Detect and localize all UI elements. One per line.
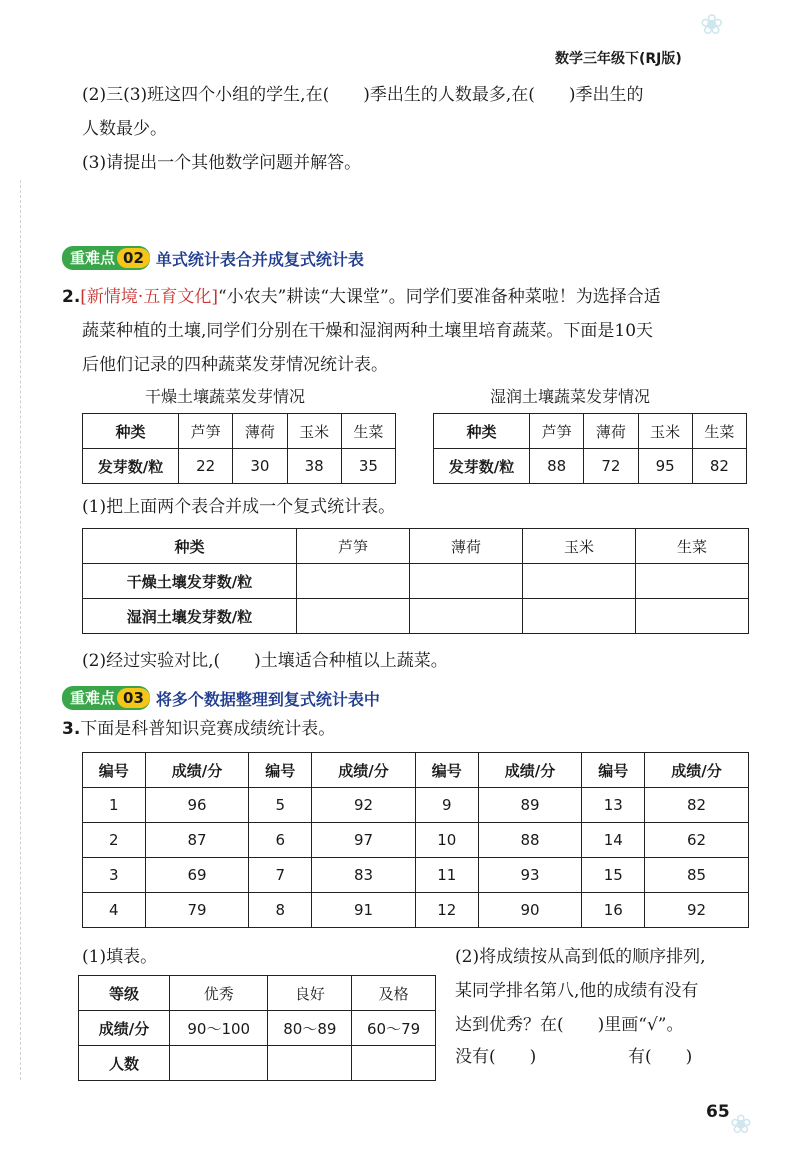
table-head-label: 种类 bbox=[83, 414, 179, 449]
category-cell: 玉米 bbox=[523, 529, 636, 564]
col-score: 成绩/分 bbox=[645, 753, 749, 788]
table-row bbox=[83, 823, 749, 858]
q1-part3: (3)请提出一个其他数学问题并解答。 bbox=[82, 153, 362, 173]
id-cell: 3 bbox=[83, 858, 146, 893]
option-no[interactable]: 没有( ) bbox=[455, 1047, 537, 1067]
col-id: 编号 bbox=[83, 753, 146, 788]
wet-soil-table bbox=[433, 413, 747, 484]
corner-decoration-icon: ❀ bbox=[700, 8, 724, 41]
key-point-badge: 重难点 03 bbox=[62, 686, 150, 710]
table-row bbox=[83, 788, 749, 823]
id-cell: 8 bbox=[249, 893, 312, 928]
q2-part1: (1)把上面两个表合并成一个复式统计表。 bbox=[82, 497, 396, 517]
combined-table bbox=[82, 528, 749, 634]
score-cell: 90 bbox=[478, 893, 582, 928]
table-row-label: 湿润土壤发芽数/粒 bbox=[83, 599, 297, 634]
category-cell: 芦笋 bbox=[179, 414, 233, 449]
col-id: 编号 bbox=[249, 753, 312, 788]
grade-table bbox=[78, 975, 436, 1081]
q3-intro-line bbox=[62, 718, 335, 740]
answer-cell[interactable] bbox=[523, 564, 636, 599]
answer-cell[interactable] bbox=[523, 599, 636, 634]
answer-cell[interactable] bbox=[410, 599, 523, 634]
category-cell: 薄荷 bbox=[584, 414, 638, 449]
id-cell: 14 bbox=[582, 823, 645, 858]
id-cell: 6 bbox=[249, 823, 312, 858]
score-cell: 89 bbox=[478, 788, 582, 823]
col-score: 成绩/分 bbox=[312, 753, 416, 788]
q3-part2-line3: 达到优秀？在( )里画“√”。 bbox=[455, 1015, 684, 1035]
id-cell: 10 bbox=[415, 823, 478, 858]
q2-part2: (2)经过实验对比,( )土壤适合种植以上蔬菜。 bbox=[82, 651, 448, 671]
category-cell: 薄荷 bbox=[233, 414, 287, 449]
q1-part2-line2: 人数最少。 bbox=[82, 119, 167, 139]
category-cell: 薄荷 bbox=[410, 529, 523, 564]
category-cell: 生菜 bbox=[636, 529, 749, 564]
section-title: 单式统计表合并成复式统计表 bbox=[155, 249, 364, 269]
level-cell: 及格 bbox=[352, 976, 436, 1011]
id-cell: 13 bbox=[582, 788, 645, 823]
key-point-number: 03 bbox=[117, 688, 150, 708]
id-cell: 16 bbox=[582, 893, 645, 928]
q2-line1 bbox=[62, 286, 661, 308]
score-cell: 92 bbox=[312, 788, 416, 823]
answer-cell[interactable] bbox=[297, 564, 410, 599]
q3-part2-line1: (2)将成绩按从高到低的顺序排列, bbox=[455, 947, 706, 967]
value-cell: 22 bbox=[179, 449, 233, 484]
score-cell: 91 bbox=[312, 893, 416, 928]
col-id: 编号 bbox=[582, 753, 645, 788]
id-cell: 4 bbox=[83, 893, 146, 928]
corner-decoration-icon: ❀ bbox=[730, 1110, 752, 1140]
level-cell: 良好 bbox=[268, 976, 352, 1011]
table-row-label: 干燥土壤发芽数/粒 bbox=[83, 564, 297, 599]
answer-cell[interactable] bbox=[410, 564, 523, 599]
score-cell: 82 bbox=[645, 788, 749, 823]
category-cell: 芦笋 bbox=[530, 414, 584, 449]
table-head-label: 种类 bbox=[434, 414, 530, 449]
id-cell: 9 bbox=[415, 788, 478, 823]
table-row-label: 发芽数/粒 bbox=[434, 449, 530, 484]
answer-cell[interactable] bbox=[636, 564, 749, 599]
category-cell: 玉米 bbox=[638, 414, 692, 449]
score-cell: 93 bbox=[478, 858, 582, 893]
score-cell: 62 bbox=[645, 823, 749, 858]
score-cell: 83 bbox=[312, 858, 416, 893]
table-row bbox=[83, 893, 749, 928]
question-number: 3. bbox=[62, 719, 81, 739]
context-tag: [新情境·五育文化] bbox=[80, 287, 218, 307]
range-cell: 60～79 bbox=[352, 1011, 436, 1046]
q3-intro: 下面是科普知识竞赛成绩统计表。 bbox=[80, 719, 336, 739]
id-cell: 12 bbox=[415, 893, 478, 928]
book-title: 数学三年级下(RJ版) bbox=[555, 51, 682, 67]
score-cell: 88 bbox=[478, 823, 582, 858]
table-row-label: 发芽数/粒 bbox=[83, 449, 179, 484]
id-cell: 7 bbox=[249, 858, 312, 893]
score-cell: 85 bbox=[645, 858, 749, 893]
col-score: 成绩/分 bbox=[478, 753, 582, 788]
range-cell: 80～89 bbox=[268, 1011, 352, 1046]
q2-line3: 后他们记录的四种蔬菜发芽情况统计表。 bbox=[82, 355, 388, 375]
dry-table-title: 干燥土壤蔬菜发芽情况 bbox=[145, 387, 306, 406]
q3-part2-line2: 某同学排名第八,他的成绩有没有 bbox=[455, 981, 699, 1001]
category-cell: 生菜 bbox=[341, 414, 395, 449]
score-cell: 87 bbox=[145, 823, 249, 858]
value-cell: 35 bbox=[341, 449, 395, 484]
category-cell: 生菜 bbox=[692, 414, 746, 449]
value-cell: 82 bbox=[692, 449, 746, 484]
dry-soil-table bbox=[82, 413, 396, 484]
score-cell: 92 bbox=[645, 893, 749, 928]
section-title: 将多个数据整理到复式统计表中 bbox=[155, 689, 380, 709]
answer-cell[interactable] bbox=[636, 599, 749, 634]
table-row-label: 成绩/分 bbox=[79, 1011, 170, 1046]
table-row bbox=[83, 858, 749, 893]
col-score: 成绩/分 bbox=[145, 753, 249, 788]
id-cell: 5 bbox=[249, 788, 312, 823]
score-cell: 69 bbox=[145, 858, 249, 893]
value-cell: 95 bbox=[638, 449, 692, 484]
answer-cell[interactable] bbox=[352, 1046, 436, 1081]
margin-divider bbox=[20, 180, 21, 1080]
score-table bbox=[82, 752, 749, 928]
page-number: 65 bbox=[706, 1102, 730, 1122]
answer-cell[interactable] bbox=[170, 1046, 268, 1081]
q1-part2-line1: (2)三(3)班这四个小组的学生,在( )季出生的人数最多,在( )季出生的 bbox=[82, 85, 644, 105]
option-yes[interactable]: 有( ) bbox=[628, 1047, 693, 1067]
answer-cell[interactable] bbox=[268, 1046, 352, 1081]
wet-table-title: 湿润土壤蔬菜发芽情况 bbox=[490, 387, 651, 406]
level-cell: 优秀 bbox=[170, 976, 268, 1011]
question-number: 2. bbox=[62, 287, 81, 307]
section-header-03 bbox=[62, 686, 380, 710]
range-cell: 90～100 bbox=[170, 1011, 268, 1046]
key-point-number: 02 bbox=[117, 248, 150, 268]
score-table-header bbox=[83, 753, 749, 788]
q2-line1-text: “小农夫”耕读“大课堂”。同学们要准备种菜啦！为选择合适 bbox=[217, 287, 661, 307]
table-row-label: 人数 bbox=[79, 1046, 170, 1081]
table-head-label: 种类 bbox=[83, 529, 297, 564]
q2-line2: 蔬菜种植的土壤,同学们分别在干燥和湿润两种土壤里培育蔬菜。下面是10天 bbox=[82, 321, 654, 341]
score-cell: 79 bbox=[145, 893, 249, 928]
table-head-label: 等级 bbox=[79, 976, 170, 1011]
q3-part1: (1)填表。 bbox=[82, 947, 158, 967]
value-cell: 72 bbox=[584, 449, 638, 484]
id-cell: 11 bbox=[415, 858, 478, 893]
score-cell: 97 bbox=[312, 823, 416, 858]
answer-cell[interactable] bbox=[297, 599, 410, 634]
category-cell: 芦笋 bbox=[297, 529, 410, 564]
category-cell: 玉米 bbox=[287, 414, 341, 449]
id-cell: 2 bbox=[83, 823, 146, 858]
value-cell: 88 bbox=[530, 449, 584, 484]
id-cell: 1 bbox=[83, 788, 146, 823]
id-cell: 15 bbox=[582, 858, 645, 893]
value-cell: 30 bbox=[233, 449, 287, 484]
col-id: 编号 bbox=[415, 753, 478, 788]
value-cell: 38 bbox=[287, 449, 341, 484]
score-cell: 96 bbox=[145, 788, 249, 823]
section-header-02 bbox=[62, 246, 364, 270]
key-point-badge: 重难点 02 bbox=[62, 246, 150, 270]
